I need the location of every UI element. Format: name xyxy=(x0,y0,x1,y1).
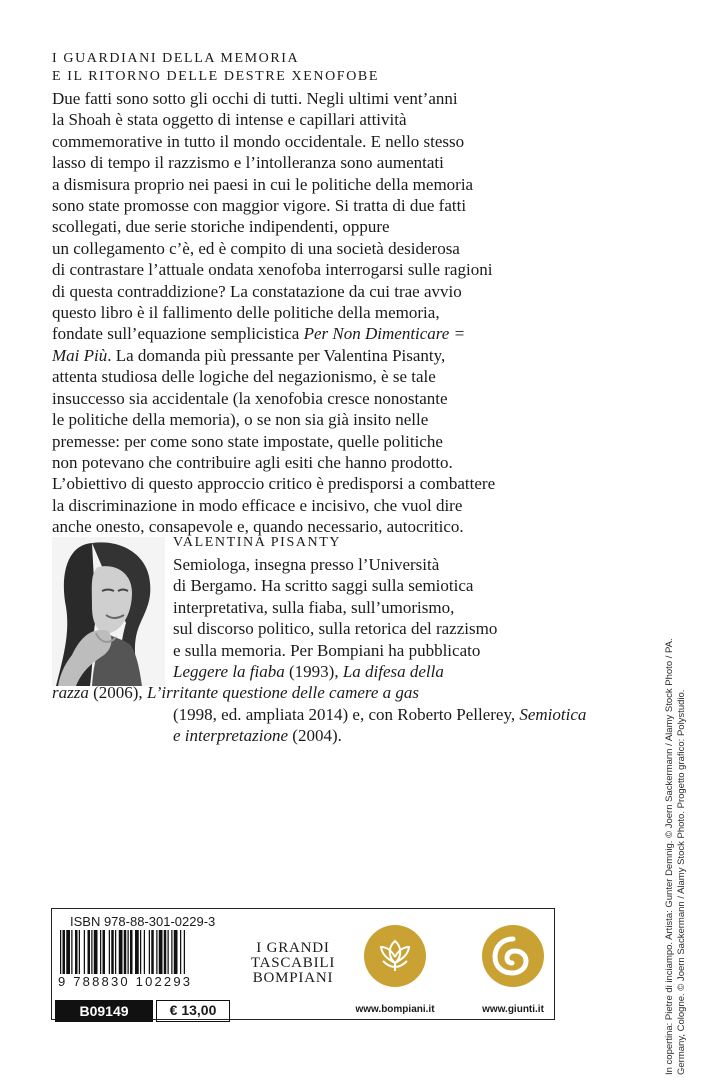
bio-line xyxy=(173,704,586,725)
blurb-line xyxy=(52,323,572,344)
blurb-line: commemorative in tutto il mondo occidentale. E nello stesso xyxy=(52,131,465,151)
book-title-italic: L’irritante questione delle camere a gas xyxy=(146,683,420,703)
blurb-italic-run: Per Non Dimenticare = xyxy=(303,324,466,344)
blurb-line: Due fatti sono sotto gli occhi di tutti. Negli ultimi vent’anni xyxy=(52,89,458,108)
author-photo xyxy=(52,537,165,686)
giunti-logo-icon xyxy=(482,925,544,987)
bompiani-website: www.bompiani.it xyxy=(355,1004,435,1015)
book-title-italic: Leggere la fiaba xyxy=(173,662,285,681)
blurb-line: di questa contraddizione? La constatazione da cui trae avvio xyxy=(52,281,462,301)
bompiani-logo-icon xyxy=(364,925,426,987)
blurb-line: questo libro è il fallimento delle politiche della memoria, xyxy=(52,303,440,323)
bio-line xyxy=(173,661,444,682)
blurb-text-run: . La domanda più pressante per Valentina Pisanty, xyxy=(107,345,446,365)
isbn-label: ISBN 978-88-301-0229-3 xyxy=(70,914,216,929)
bio-line: di Bergamo. Ha scritto saggi sulla semiotica xyxy=(173,576,474,596)
bio-line: sul discorso politico, sulla retorica del razzismo xyxy=(173,619,498,639)
book-title xyxy=(52,50,379,86)
blurb-line: scollegati, due serie storiche indipendenti, oppure xyxy=(52,217,390,237)
blurb-line: le politiche della memoria), o se non sia già insito nelle xyxy=(52,410,429,430)
blurb-line: di contrastare l’attuale ondata xenofoba interrogarsi sulle ragioni xyxy=(52,260,493,280)
blurb-line: la Shoah è stata oggetto di intense e capillari attività xyxy=(52,110,407,130)
bio-line: e sulla memoria. Per Bompiani ha pubblicato xyxy=(173,640,481,660)
series-line-3: BOMPIANI xyxy=(252,970,334,986)
blurb-text xyxy=(52,88,572,538)
blurb-text-run: fondate sull’equazione semplicistica xyxy=(52,324,304,344)
blurb-line: non potevano che contribuire agli esiti che hanno prodotto. xyxy=(52,452,453,472)
product-code: B09149 xyxy=(55,1000,153,1022)
bio-line xyxy=(173,725,342,746)
blurb-line: la discriminazione in modo efficace e incisivo, che vuol dire xyxy=(52,495,463,515)
author-name: VALENTINA PISANTY xyxy=(173,535,342,550)
title-line-1: I GUARDIANI DELLA MEMORIA xyxy=(52,51,300,66)
book-title-italic: Semiotica xyxy=(519,704,587,724)
credits-line-2: Germany, Cologne. © Joern Sackermann / Alamy Stock Photo. Progetto grafico: Polystudio. xyxy=(676,689,687,1075)
blurb-line: premesse: per come sono state impostate, quelle politiche xyxy=(52,431,443,451)
book-title-italic: e interpretazione xyxy=(173,726,289,746)
bio-line: interpretativa, sulla fiaba, sull’umorismo, xyxy=(173,597,455,617)
bio-text-run: (2006), xyxy=(88,683,147,703)
series-line-1: I GRANDI xyxy=(256,940,330,956)
cover-credits xyxy=(664,635,688,1075)
barcode-digits: 9 788830 102293 xyxy=(58,974,230,989)
book-title-italic: razza xyxy=(52,683,89,703)
blurb-line: attenta studiosa delle logiche del negazionismo, è se tale xyxy=(52,367,436,387)
giunti-website: www.giunti.it xyxy=(482,1004,544,1015)
bio-line: Semiologa, insegna presso l’Università xyxy=(173,555,440,574)
price-tag: € 13,00 xyxy=(156,1000,230,1022)
bio-text-run: (1998, ed. ampliata 2014) e, con Roberto Pellerey, xyxy=(173,704,520,724)
series-line-2: TASCABILI xyxy=(250,955,336,971)
blurb-line: a dismisura proprio nei paesi in cui le politiche della memoria xyxy=(52,174,474,194)
book-title-italic: La difesa della xyxy=(342,662,444,681)
blurb-line: sono state promosse con maggior vigore. Si tratta di due fatti xyxy=(52,196,467,216)
blurb-line: anche onesto, consapevole e, quando necessario, autocritico. xyxy=(52,517,464,537)
credits-line-1: In copertina: Pietre di inciampo. Artista: Gunter Demnig. © Joern Sackermann / Alamy Stock Photo / PA. xyxy=(664,638,675,1075)
blurb-line: insuccesso sia accidentale (la xenofobia cresce nonostante xyxy=(52,388,448,408)
blurb-line: lasso di tempo il razzismo e l’intolleranza sono aumentati xyxy=(52,153,444,173)
blurb-line: L’obiettivo di questo approccio critico è predisporsi a combattere xyxy=(52,474,496,494)
bio-text-run: (2004). xyxy=(288,726,342,746)
blurb-line: un collegamento c’è, ed è compito di una società desiderosa xyxy=(52,238,460,258)
series-name xyxy=(241,941,345,986)
title-line-2: E IL RITORNO DELLE DESTRE XENOFOBE xyxy=(52,69,379,84)
blurb-italic-run: Mai Più xyxy=(52,345,108,365)
bio-text-run: (1993), xyxy=(284,662,343,681)
blurb-line xyxy=(52,345,572,366)
bio-line xyxy=(52,682,419,703)
